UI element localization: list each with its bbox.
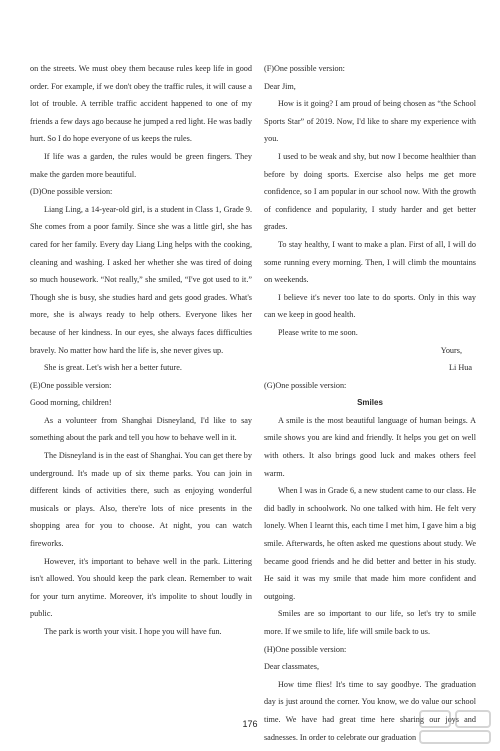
paragraph: Li Hua — [449, 363, 472, 373]
paragraph: As a volunteer from Shanghai Disneyland, I'd like to say something about the park and tell you how to behave well in it. — [30, 415, 252, 443]
paragraph: How time flies! It's time to say goodbye. The graduation day is just around the corner. You know, we do value our school time. We have had great time here sharing our joys and sadnesses. In order to celebrate our graduation — [264, 679, 476, 742]
paragraph: How is it going? I am proud of being chosen as “the School Sports Star” of 2019. Now, I'd like to share my experience with you. — [264, 99, 476, 144]
paragraph: When I was in Grade 6, a new student came to our class. He did badly in schoolwork. No one talked with him. He felt very lonely. When I learnt this, each time I met him, I gave him a big smile. Afterwards, he often asked me questions about study. We became good friends and he did better and better in his study. He said it was my smile that made him more confident and outgoing. — [264, 486, 476, 601]
paragraph: Smiles — [357, 398, 383, 408]
paragraph: I believe it's never too late to do sports. Only in this way can we keep in good health. — [264, 292, 476, 320]
paragraph: Please write to me soon. — [278, 327, 358, 337]
paragraph: (F)One possible version: — [264, 64, 345, 73]
left-text-column — [30, 60, 252, 641]
paragraph: Liang Ling, a 14-year-old girl, is a student in Class 1, Grade 9. She comes from a poor family. Since she was a little girl, she has cared for her family. Every day Liang Ling helps with the cooking, cleaning and washing. I asked her whether she was tired of doing so much housework. “Not really,” she smiled, “I've got used to it.” Though she is busy, she studies hard and gets good grades. What's more, she is always ready to help others. Everyone likes her because of her kindness. In our eyes, she always faces difficulties bravely. No matter how hard the life is, she never gives up. — [30, 204, 252, 355]
paragraph: The Disneyland is in the east of Shanghai. You can get there by underground. It's made up of six theme parks. You can join in different kinds of activities there, such as enjoying wonderful musicals or plays. Also, there're lots of nice presents in the shopping area for you to choose. At night, you can watch fireworks. — [30, 451, 252, 549]
paragraph: (D)One possible version: — [30, 187, 113, 197]
paragraph: (H)One possible version: — [264, 644, 347, 654]
paragraph: Dear Jim, — [264, 81, 296, 91]
paragraph: (G)One possible version: — [264, 380, 347, 390]
paragraph: Dear classmates, — [264, 662, 320, 672]
paragraph: I used to be weak and shy, but now I become healthier than before by doing sports. Exercise also helps me get more confidence, so I am popular in our school now. With the growth of confidence and popularity, I study harder and get better grades. — [264, 151, 476, 232]
right-text-column — [264, 60, 476, 746]
paragraph: To stay healthy, I want to make a plan. First of all, I will do some running every morning. Then, I will climb the mountains on weekends. — [264, 239, 476, 285]
paragraph: Yours, — [440, 345, 462, 355]
paragraph: Good morning, children! — [30, 398, 112, 408]
page-number: 176 — [242, 719, 258, 729]
paragraph: A smile is the most beautiful language of human beings. A smile shows you are kind and friendly. It helps you get on well with others. It also brings good luck and makes others feel warm. — [264, 415, 476, 478]
watermark-logo-icon — [418, 707, 494, 747]
paragraph: The park is worth your visit. I hope you will have fun. — [44, 627, 222, 636]
paragraph: (E)One possible version: — [30, 380, 112, 390]
paragraph: Smiles are so important to our life, so let's try to smile more. If we smile to life, life will smile back to us. — [264, 609, 476, 636]
paragraph: on the streets. We must obey them because rules keep life in good order. For example, if we don't obey the traffic rules, it will cause a lot of trouble. A terrible traffic accident happened to one of my friends a few days ago because he jumped a red light. He was badly hurt. So I do hope everyone of us keeps the rules. — [30, 64, 252, 144]
paragraph: If life was a garden, the rules would be green fingers. They make the garden more beautiful. — [30, 151, 252, 179]
paragraph: However, it's important to behave well in the park. Littering isn't allowed. You should keep the park clean. Remember to wait for your turn anytime. Moreover, it's impolite to shout loudly in public. — [30, 556, 252, 619]
paragraph: She is great. Let's wish her a better future. — [44, 363, 182, 373]
